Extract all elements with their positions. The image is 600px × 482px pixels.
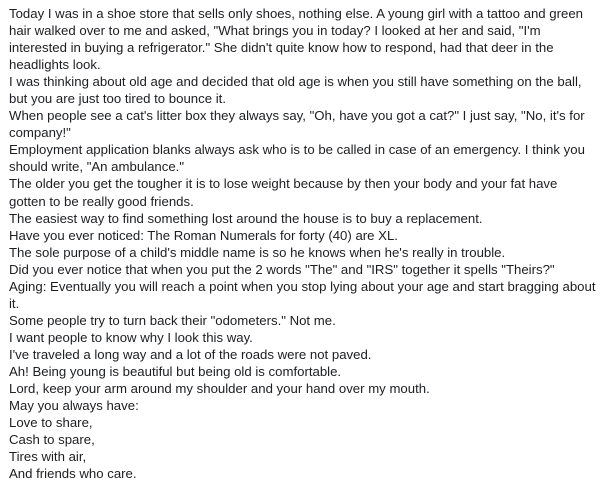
post-text-line: gotten to be really good friends. (9, 193, 194, 209)
post-text-line: The sole purpose of a child's middle name is so he knows when he's really in trouble. (9, 244, 506, 260)
post-text-line: Have you ever noticed: The Roman Numerals for forty (40) are XL. (9, 227, 398, 243)
post-text-line: Employment application blanks always ask who is to be called in case of an emergency. I think you (9, 142, 585, 158)
post-text-line: The easiest way to find something lost around the house is to buy a replacement. (9, 210, 483, 226)
post-text-line: Ah! Being young is beautiful but being old is comfortable. (9, 363, 342, 379)
post-text-line: it. (9, 295, 20, 311)
post-text-line: I want people to know why I look this way. (9, 329, 253, 345)
post-text-line: I've traveled a long way and a lot of the roads were not paved. (9, 346, 372, 362)
post-text-body (9, 5, 596, 482)
post-text-line: The older you get the tougher it is to lose weight because by then your body and your fat have (9, 176, 558, 192)
post-text-line: Did you ever notice that when you put the 2 words "The" and "IRS" together it spells "Theirs?" (9, 261, 555, 277)
post-text-line: headlights look. (9, 57, 101, 73)
post-text-line: Cash to spare, (9, 432, 95, 448)
post-text-line: Tires with air, (9, 449, 87, 465)
post-text-line: interested in buying a refrigerator." She didn't quite know how to respond, had that deer in the (9, 40, 554, 56)
post-text-line: should write, "An ambulance." (9, 159, 185, 175)
post-text-line: Some people try to turn back their "odometers." Not me. (9, 312, 336, 328)
post-text-line: And friends who care. (9, 466, 137, 482)
post-text-line: company!" (9, 125, 71, 141)
post-text-line: Today I was in a shoe store that sells only shoes, nothing else. A young girl with a tattoo and green (9, 6, 584, 21)
post-text-line: hair walked over to me and asked, "What brings you in today? I looked at her and said, "I'm (9, 23, 541, 39)
post-text-line: Lord, keep your arm around my shoulder and your hand over my mouth. (9, 381, 430, 397)
post-text-line: Love to share, (9, 415, 93, 431)
post-text-line: Aging: Eventually you will reach a point when you stop lying about your age and start bragging about (9, 278, 596, 294)
post-text-line: When people see a cat's litter box they always say, "Oh, have you got a cat?" I just say, "No, it's for (9, 108, 585, 124)
post-text-line: May you always have: (9, 398, 139, 414)
post-text-line: I was thinking about old age and decided that old age is when you still have something on the ball, (9, 74, 582, 90)
post-text-line: but you are just too tired to bounce it. (9, 91, 226, 107)
